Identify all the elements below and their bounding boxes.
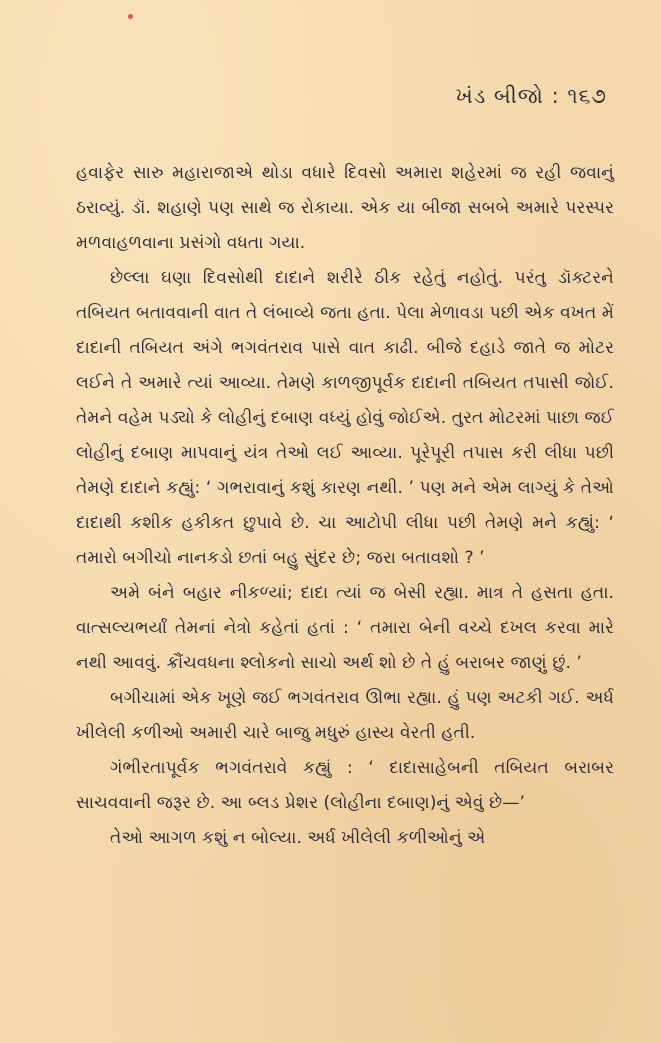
paragraph: ગંભીરતાપૂર્વક ભગવંતરાવે કહ્યું : ‘ દાદાસાહેબની તબિયત બરાબર સાચવવાની જરૂર છે. આ બ્લડ પ્રેશર (લોહીના દબાણ)નું એવું છે—’ — [76, 758, 614, 813]
ink-speck — [128, 14, 133, 19]
page-body — [76, 156, 614, 856]
paragraph: તેઓ આગળ કશું ન બોલ્યા. અર્ધ ખીલેલી કળીઓનું એ — [110, 828, 486, 848]
paragraph: બગીચામાં એક ખૂણે જઈ ભગવંતરાવ ઊભા રહ્યા. હું પણ અટકી ગઈ. અર્ધ ખીલેલી કળીઓ અમારી ચારે બાજુ મધુરું હાસ્ય વેરતી હતી. — [76, 688, 614, 743]
paragraph: અમે બંને બહાર નીકળ્યાં; દાદા ત્યાં જ બેસી રહ્યા. માત્ર તે હસતા હતા. વાત્સલ્યભર્યાં તેમનાં નેત્રો કહેતાં હતાં : ‘ તમારા બેની વચ્ચે દખલ કરવા મારે નથી આવવું. ક્રૌંચવધના શ્લોકનો સાચો અર્થ શો છે તે હું બરાબર જાણું છું. ’ — [76, 583, 614, 673]
paragraph: છેલ્લા ઘણા દિવસોથી દાદાને શરીરે ઠીક રહેતું નહોતું. પરંતુ ડૉક્ટરને તબિયત બતાવવાની વાત તે લંબાવ્યે જતા હતા. પેલા મેળાવડા પછી એક વખત મેં દાદાની તબિયત અંગે ભગવંતરાવ પાસે વાત કાઢી. બીજે દહાડે જાતે જ મોટર લઈને તે અમારે ત્યાં આવ્યા. તેમણે કાળજીપૂર્વક દાદાની તબિયત તપાસી જોઈ. તેમને વહેમ પડ્યો કે લોહીનું દબાણ વધ્યું હોવું જોઈએ. તુરત મોટરમાં પાછા જઈ લોહીનું દબાણ માપવાનું યંત્ર તેઓ લઈ આવ્યા. પૂરેપૂરી તપાસ કરી લીધા પછી તેમણે દાદાને કહ્યું: ‘ ગભરાવાનું કશું કારણ નથી. ’ પણ મને એમ લાગ્યું કે તેઓ દાદાથી કશીક હકીકત છુપાવે છે. ચા આટોપી લીધા પછી તેમણે મને કહ્યું: ‘ તમારો બગીચો નાનકડો છતાં બહુ સુંદર છે; જરા બતાવશો ? ’ — [76, 268, 614, 568]
paragraph: હવાફેર સારુ મહારાજાએ થોડા વધારે દિવસો અમારા શહેરમાં જ રહી જવાનું ઠરાવ્યું. ડૉ. શહાણે પણ સાથે જ રોકાયા. એક યા બીજા સબબે અમારે પરસ્પર મળવાહળવાના પ્રસંગો વધતા ગયા. — [76, 163, 614, 253]
running-header: ખંડ બીજો : ૧૬૭ — [455, 84, 607, 108]
